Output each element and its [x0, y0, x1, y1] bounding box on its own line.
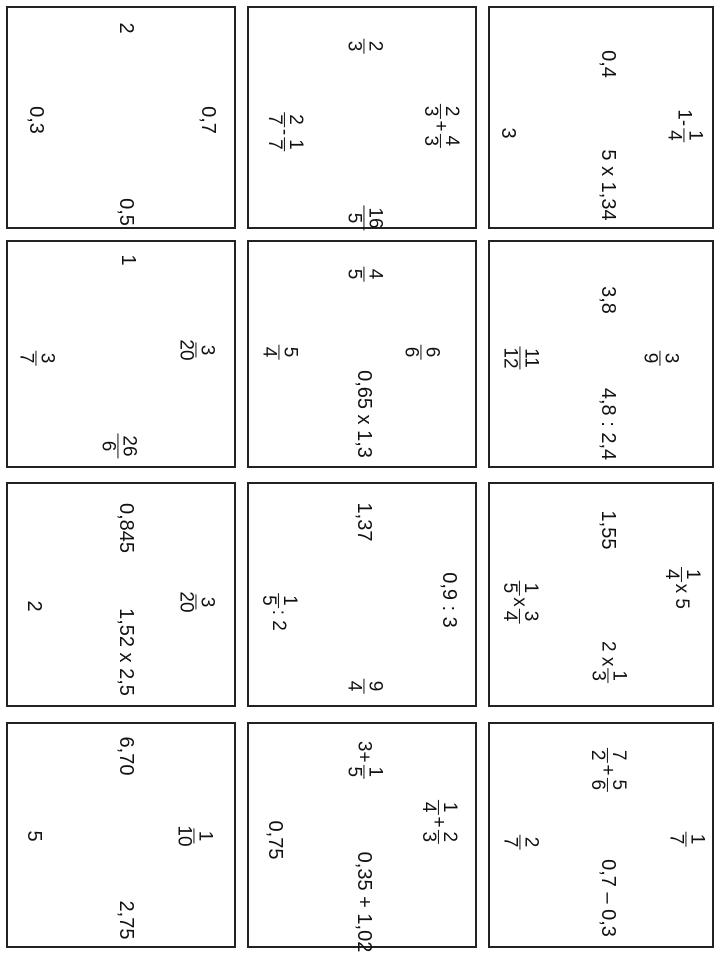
card-value-text: 0,7 — [197, 106, 219, 134]
fraction — [666, 832, 707, 847]
card-value-text: 2 — [23, 600, 45, 612]
expression-text: + — [430, 120, 451, 132]
denominator: 4 — [661, 569, 682, 580]
card-r2c4 — [247, 722, 477, 953]
denominator: 4 — [663, 130, 685, 141]
fraction — [176, 589, 217, 614]
denominator: 4 — [258, 346, 280, 358]
card-value-fraction — [640, 351, 681, 366]
denominator: 3 — [343, 40, 365, 52]
numerator: 9 — [364, 680, 386, 692]
fraction — [344, 267, 385, 282]
card-r1c3 — [488, 482, 714, 707]
numerator: 3 — [36, 352, 58, 364]
expression-row — [420, 104, 461, 148]
card-value-text: 6,70 — [115, 736, 137, 776]
card-value-text: 0,7 – 0,3 — [597, 859, 619, 937]
numerator: 1 — [684, 130, 706, 141]
fraction — [344, 39, 385, 54]
denominator: 5 — [258, 595, 279, 606]
fraction — [264, 112, 305, 127]
fraction — [418, 800, 459, 815]
numerator: 5 — [607, 779, 629, 791]
numerator: 2 — [440, 105, 462, 117]
card-value-expression — [420, 104, 462, 148]
numerator: 1 — [438, 801, 460, 813]
card-value-expression — [344, 741, 385, 779]
numerator: 3 — [519, 610, 541, 622]
expression-text: + — [597, 764, 618, 776]
denominator: 3 — [587, 670, 609, 681]
card-value-text: 0,845 — [115, 502, 137, 554]
card-value-expression — [588, 641, 629, 683]
denominator: 20 — [175, 591, 197, 613]
card-value-text: 2 — [115, 22, 137, 34]
card-r3c1 — [6, 6, 236, 229]
expression-row — [588, 641, 629, 683]
numerator: 2 — [364, 40, 386, 52]
fraction — [661, 567, 702, 582]
denominator: 12 — [499, 347, 521, 369]
numerator: 1 — [608, 670, 630, 681]
card-value-expression — [264, 112, 306, 151]
fraction — [418, 830, 459, 845]
card-value-text: 0,35 + 1,02 — [353, 851, 375, 953]
card-value-expression — [258, 593, 300, 631]
expression-row — [344, 741, 385, 779]
expression-text: 2 x — [597, 641, 619, 667]
denominator: 5 — [343, 268, 365, 280]
denominator: 5 — [343, 212, 365, 224]
fraction — [401, 345, 442, 360]
fraction — [587, 748, 628, 763]
expression-row — [587, 748, 628, 792]
numerator: 11 — [520, 348, 542, 368]
denominator: 3 — [420, 105, 441, 117]
card-value-text: 0,75 — [264, 820, 286, 860]
card-value-text: 0,5 — [115, 198, 137, 226]
fraction — [174, 823, 215, 848]
denominator: 6 — [97, 440, 119, 452]
numerator: 2 — [438, 831, 460, 843]
expression-text: 3+ — [353, 740, 375, 763]
numerator: 1 — [278, 595, 300, 606]
fraction — [16, 351, 57, 366]
card-value-text: 0,3 — [25, 106, 47, 134]
numerator: 7 — [607, 749, 629, 761]
fraction — [664, 128, 705, 143]
card-value-fraction — [174, 823, 215, 848]
card-r1c4 — [488, 722, 714, 948]
numerator: 1 — [194, 830, 216, 842]
fraction — [420, 134, 461, 149]
card-value-fraction — [666, 832, 707, 847]
expression-row — [264, 112, 305, 151]
fraction — [587, 778, 628, 793]
numerator: 16 — [364, 207, 386, 229]
card-value-expression — [418, 800, 460, 844]
expression-row — [499, 581, 540, 624]
numerator: 3 — [196, 596, 218, 608]
card-value-text: 1,52 x 2,5 — [115, 608, 137, 696]
card-r3c4 — [6, 722, 236, 948]
card-value-fraction — [500, 835, 541, 850]
card-value-text: 0,4 — [597, 50, 619, 78]
numerator: 2 — [520, 836, 542, 848]
denominator: 4 — [343, 680, 365, 692]
denominator: 7 — [264, 114, 285, 125]
card-value-fraction — [344, 267, 385, 282]
numerator: 4 — [440, 135, 462, 147]
card-value-expression — [499, 581, 541, 624]
fraction — [499, 609, 540, 624]
card-value-text: 4,8 : 2,4 — [597, 387, 619, 461]
card-value-fraction — [176, 589, 217, 614]
denominator: 7 — [665, 833, 687, 845]
card-value-fraction — [401, 345, 442, 360]
fraction — [499, 581, 540, 596]
card-r2c2 — [247, 240, 477, 468]
numerator: 1 — [364, 766, 386, 778]
fraction — [344, 205, 385, 230]
card-value-fraction — [98, 433, 139, 458]
numerator: 6 — [421, 346, 443, 358]
denominator: 3 — [420, 135, 441, 147]
numerator: 1 — [284, 139, 306, 150]
numerator: 26 — [118, 435, 140, 457]
fraction — [176, 337, 217, 362]
fraction — [98, 433, 139, 458]
denominator: 7 — [15, 352, 37, 364]
expression-text: + — [428, 816, 449, 828]
denominator: 6 — [400, 346, 422, 358]
card-value-text: 0,9 : 3 — [438, 572, 460, 628]
fraction — [264, 137, 305, 152]
numerator: 5 — [279, 346, 301, 358]
card-value-expression — [661, 567, 703, 609]
fraction — [500, 835, 541, 850]
numerator: 1 — [686, 833, 708, 845]
expression-row — [418, 800, 459, 844]
expression-text: x 5 — [671, 583, 692, 609]
numerator: 1 — [681, 569, 703, 580]
card-value-text: 3 — [497, 127, 519, 139]
card-value-fraction — [344, 679, 385, 694]
numerator: 4 — [364, 268, 386, 280]
numerator: 3 — [660, 352, 682, 364]
fraction — [258, 593, 299, 608]
denominator: 4 — [418, 801, 439, 813]
card-value-text: 5 — [23, 830, 45, 842]
card-value-expression — [664, 109, 705, 142]
denominator: 3 — [418, 831, 439, 843]
denominator: 5 — [343, 766, 365, 778]
card-r3c2 — [6, 240, 236, 468]
expression-text: 1- — [673, 109, 695, 127]
numerator: 3 — [196, 344, 218, 356]
denominator: 9 — [639, 352, 661, 364]
denominator: 2 — [587, 749, 608, 761]
fraction — [420, 104, 461, 119]
card-value-fraction — [500, 345, 541, 370]
card-value-fraction — [16, 351, 57, 366]
fraction — [500, 345, 541, 370]
expression-row — [661, 567, 702, 609]
denominator: 6 — [587, 779, 608, 791]
card-value-fraction — [344, 205, 385, 230]
card-value-text: 3,8 — [597, 286, 619, 314]
card-value-text: 1,37 — [353, 502, 375, 542]
card-r1c1 — [488, 6, 714, 229]
card-r3c3 — [6, 482, 236, 707]
numerator: 1 — [519, 582, 541, 594]
card-value-expression — [587, 748, 629, 792]
denominator: 10 — [173, 825, 195, 847]
denominator: 5 — [499, 582, 520, 594]
denominator: 20 — [175, 339, 197, 361]
fraction — [344, 679, 385, 694]
expression-row — [664, 109, 705, 142]
card-value-text: 5 x 1,34 — [597, 149, 619, 221]
card-r1c2 — [488, 240, 714, 468]
card-r2c1 — [247, 6, 477, 229]
expression-row — [258, 593, 299, 631]
denominator: 7 — [499, 836, 521, 848]
expression-text: : 2 — [268, 609, 289, 631]
expression-text: - — [274, 128, 295, 136]
card-value-text: 2,75 — [115, 900, 137, 940]
card-value-fraction — [344, 39, 385, 54]
denominator: 7 — [264, 139, 285, 150]
denominator: 4 — [499, 610, 520, 622]
fraction — [588, 668, 629, 683]
card-value-fraction — [176, 337, 217, 362]
card-value-fraction — [259, 345, 300, 360]
card-value-text: 0,65 x 1,3 — [353, 370, 375, 458]
fraction — [640, 351, 681, 366]
expression-text: x — [509, 597, 530, 607]
card-value-text: 1,55 — [597, 510, 619, 550]
fraction — [259, 345, 300, 360]
fraction — [344, 765, 385, 780]
card-r2c3 — [247, 482, 477, 707]
card-value-text: 1 — [117, 254, 139, 266]
numerator: 2 — [284, 114, 306, 125]
